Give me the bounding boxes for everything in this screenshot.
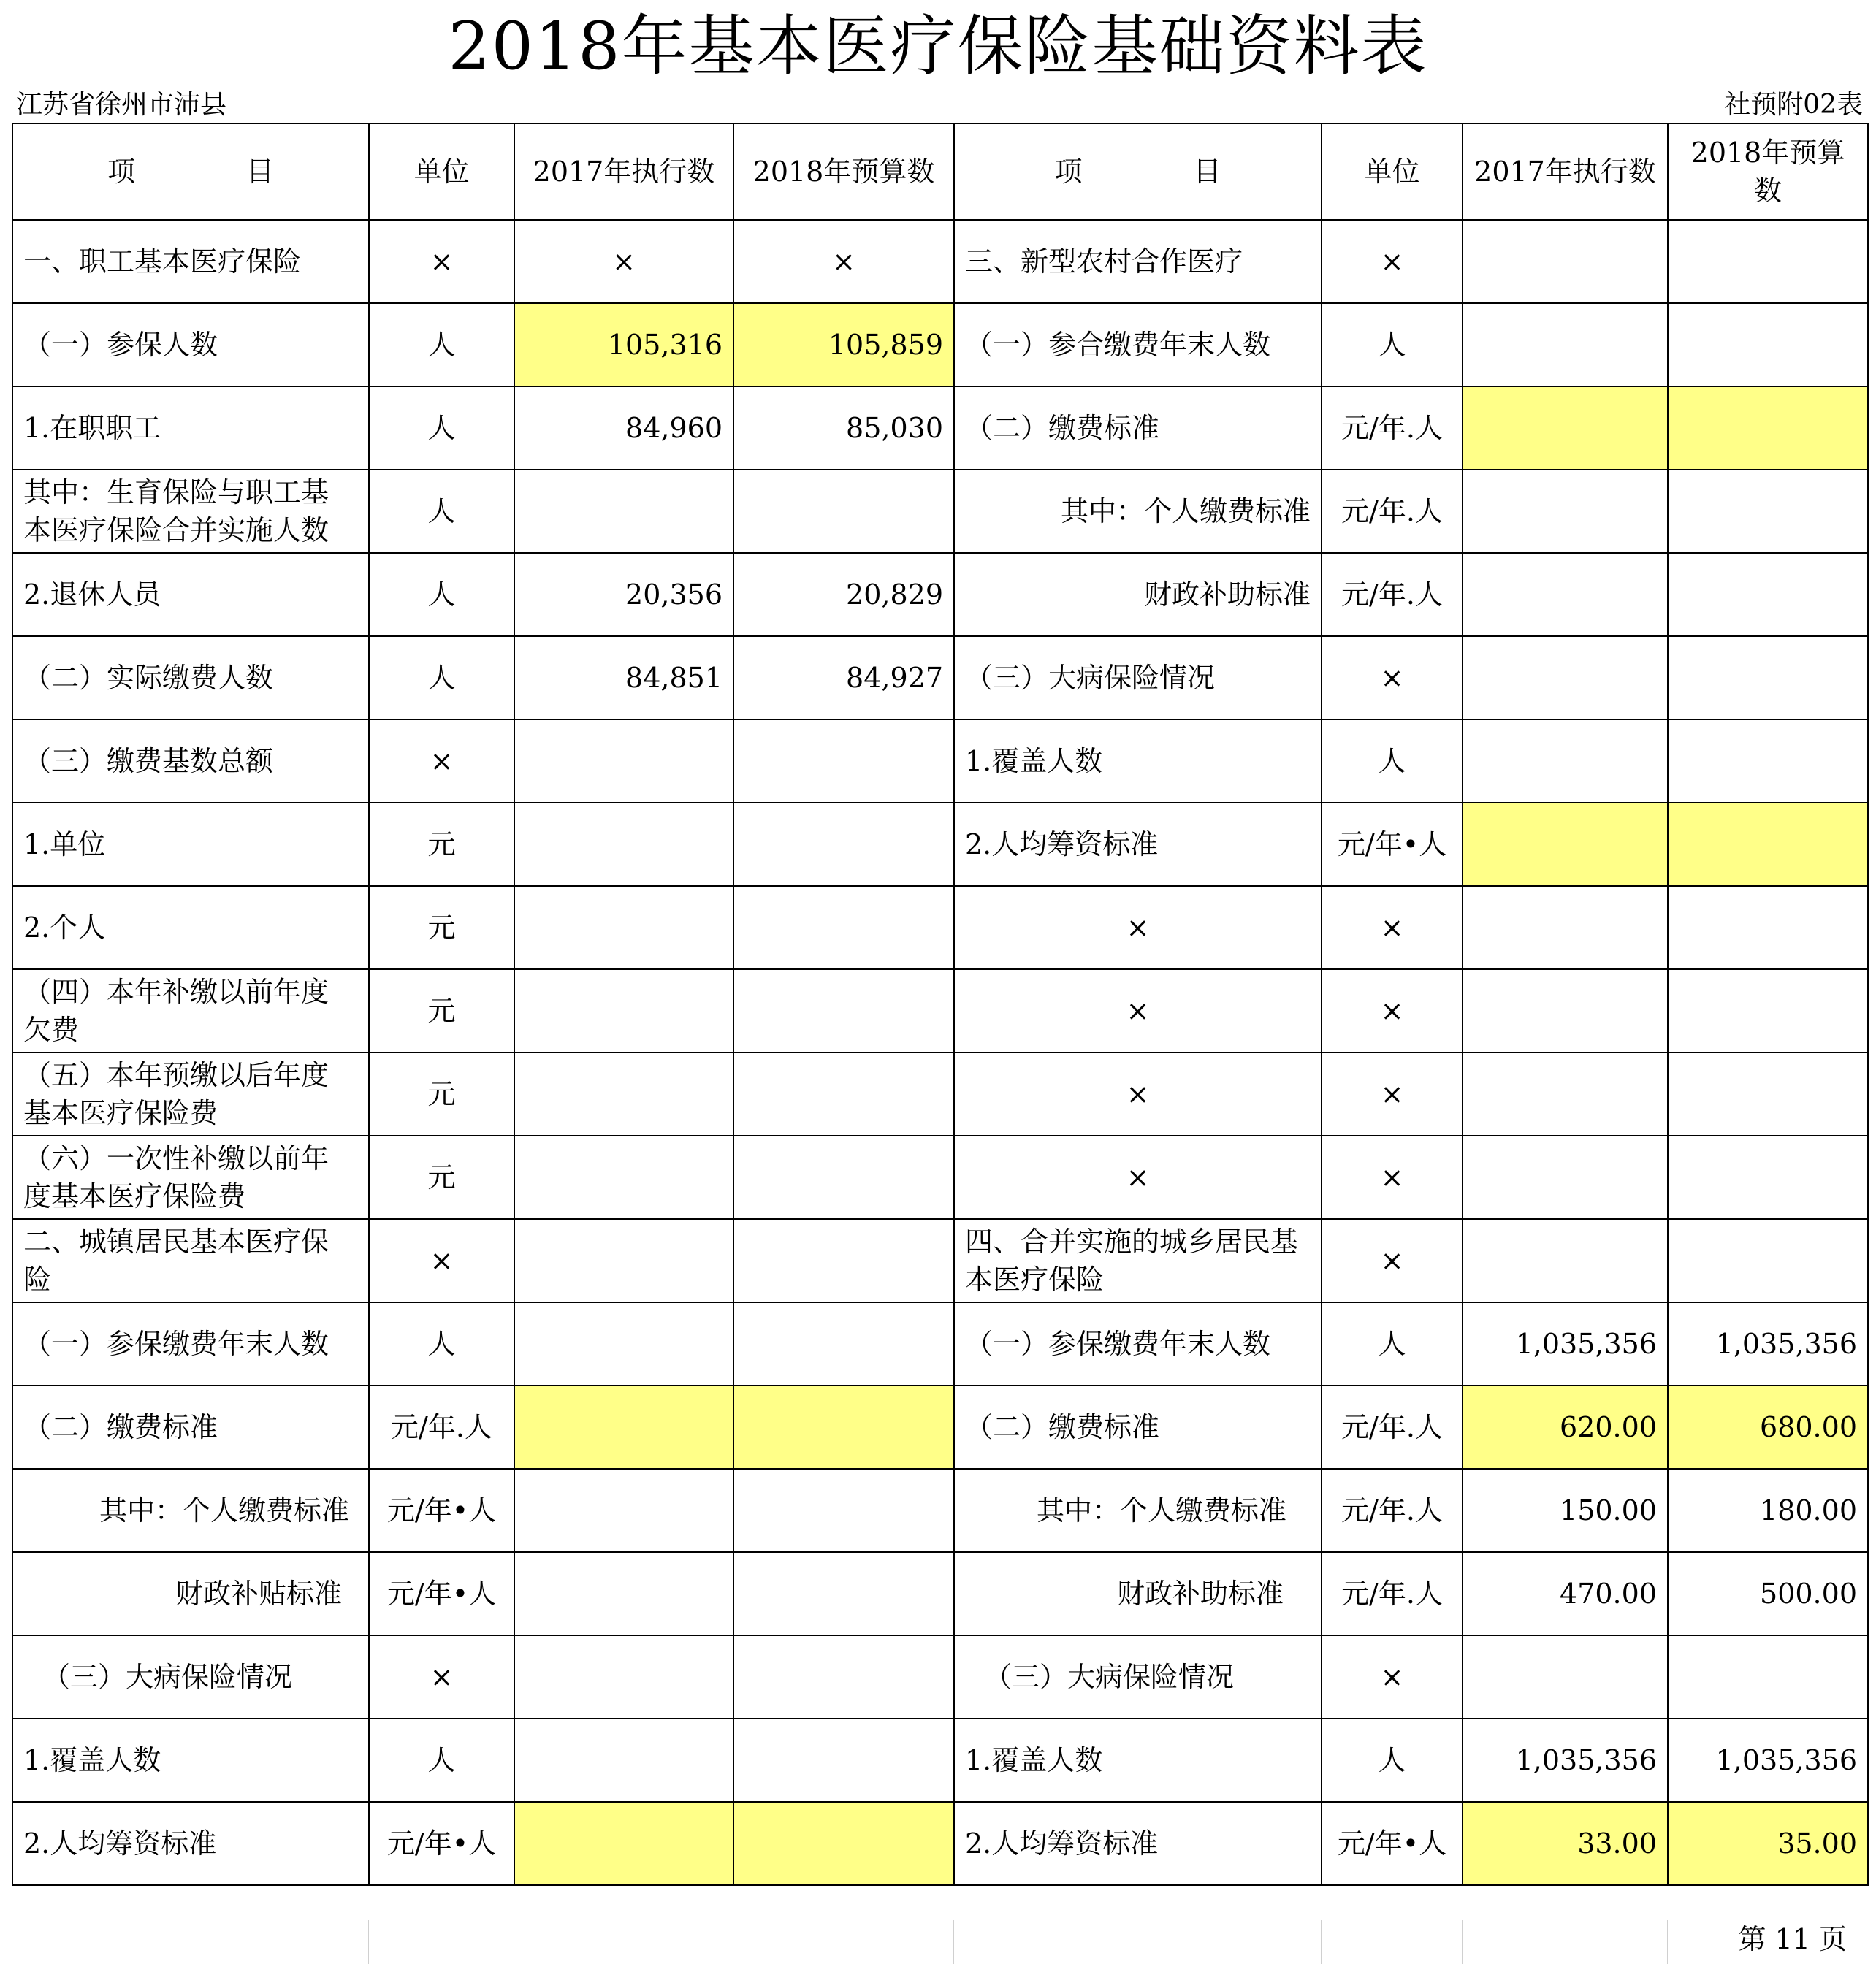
value-cell: 620.00 (1463, 1386, 1668, 1469)
table-row (12, 886, 1868, 969)
table-row (12, 1302, 1868, 1386)
table-row (12, 1219, 1868, 1302)
value-cell (1463, 1219, 1668, 1302)
value-cell (1668, 1635, 1868, 1719)
item-cell: 1.覆盖人数 (12, 1719, 369, 1802)
value-cell (514, 719, 733, 803)
unit-cell: × (1322, 1219, 1463, 1302)
value-cell: 1,035,356 (1668, 1719, 1868, 1802)
value-cell (1463, 1052, 1668, 1136)
value-cell: 150.00 (1463, 1469, 1668, 1552)
value-cell (733, 1386, 954, 1469)
value-cell: 1,035,356 (1668, 1302, 1868, 1386)
gridline (1321, 1920, 1322, 1964)
gridline (1667, 1920, 1668, 1964)
table-row (12, 553, 1868, 636)
value-cell (733, 803, 954, 886)
unit-cell: × (1322, 1635, 1463, 1719)
item-cell: （一）参保缴费年末人数 (12, 1302, 369, 1386)
value-cell (1463, 470, 1668, 553)
sheet-gridlines (12, 1920, 1867, 1964)
value-cell (1463, 803, 1668, 886)
gridline (368, 1920, 369, 1964)
unit-cell: 人 (369, 553, 514, 636)
unit-cell: 人 (369, 1302, 514, 1386)
table-row (12, 1719, 1868, 1802)
value-cell (733, 1136, 954, 1219)
value-cell (1668, 886, 1868, 969)
value-cell (1463, 719, 1668, 803)
value-cell (1668, 1136, 1868, 1219)
value-cell (514, 1552, 733, 1635)
table-row (12, 1469, 1868, 1552)
header-cell: 项 目 (954, 123, 1322, 220)
value-cell (733, 1719, 954, 1802)
item-cell: 财政补贴标准 (12, 1552, 369, 1635)
table-row (12, 470, 1868, 553)
value-cell: × (733, 220, 954, 303)
value-cell: 105,859 (733, 303, 954, 386)
value-cell (733, 470, 954, 553)
item-cell: 其中：个人缴费标准 (12, 1469, 369, 1552)
unit-cell: 人 (1322, 719, 1463, 803)
value-cell: 680.00 (1668, 1386, 1868, 1469)
unit-cell: 元 (369, 969, 514, 1052)
region-label: 江苏省徐州市沛县 (16, 90, 227, 120)
unit-cell: 人 (1322, 303, 1463, 386)
table-header-row (12, 123, 1868, 220)
item-cell: 其中：个人缴费标准 (954, 1469, 1322, 1552)
value-cell (1668, 386, 1868, 470)
value-cell: 35.00 (1668, 1802, 1868, 1885)
value-cell (514, 1635, 733, 1719)
unit-cell: 元/年•人 (369, 1552, 514, 1635)
item-cell: 2.退休人员 (12, 553, 369, 636)
value-cell (1463, 553, 1668, 636)
item-cell: 1.覆盖人数 (954, 1719, 1322, 1802)
value-cell: 20,356 (514, 553, 733, 636)
table-row (12, 1052, 1868, 1136)
unit-cell: 人 (1322, 1302, 1463, 1386)
unit-cell: 元/年.人 (1322, 386, 1463, 470)
unit-cell: 元 (369, 803, 514, 886)
unit-cell: 人 (369, 386, 514, 470)
value-cell (1463, 220, 1668, 303)
value-cell (514, 803, 733, 886)
item-cell: 其中：生育保险与职工基 本医疗保险合并实施人数 (12, 470, 369, 553)
value-cell (514, 886, 733, 969)
item-cell: （二）实际缴费人数 (12, 636, 369, 719)
header-cell: 2018年预算数 (733, 123, 954, 220)
item-cell: × (954, 969, 1322, 1052)
data-table (12, 123, 1869, 1886)
header-cell: 2018年预算数 (1668, 123, 1868, 220)
unit-cell: 元/年•人 (1322, 803, 1463, 886)
value-cell (733, 1635, 954, 1719)
unit-cell: × (369, 1635, 514, 1719)
value-cell (1463, 886, 1668, 969)
item-cell: 财政补助标准 (954, 1552, 1322, 1635)
item-cell: （二）缴费标准 (954, 386, 1322, 470)
value-cell (1463, 969, 1668, 1052)
unit-cell: 元/年.人 (1322, 470, 1463, 553)
unit-cell: 人 (369, 470, 514, 553)
item-cell: × (954, 1136, 1322, 1219)
value-cell: 470.00 (1463, 1552, 1668, 1635)
table-row (12, 1802, 1868, 1885)
item-cell: 1.覆盖人数 (954, 719, 1322, 803)
value-cell: 84,851 (514, 636, 733, 719)
value-cell: 105,316 (514, 303, 733, 386)
page-title: 2018年基本医疗保险基础资料表 (448, 8, 1428, 85)
item-cell: （一）参保人数 (12, 303, 369, 386)
item-cell: （五）本年预缴以后年度 基本医疗保险费 (12, 1052, 369, 1136)
value-cell (733, 1302, 954, 1386)
item-cell: （三）大病保险情况 (12, 1635, 369, 1719)
item-cell: （一）参合缴费年末人数 (954, 303, 1322, 386)
header-cell: 单位 (369, 123, 514, 220)
item-cell: × (954, 1052, 1322, 1136)
item-cell: （一）参保缴费年末人数 (954, 1302, 1322, 1386)
item-cell: 二、城镇居民基本医疗保 险 (12, 1219, 369, 1302)
value-cell (733, 719, 954, 803)
value-cell (514, 1302, 733, 1386)
table-row (12, 386, 1868, 470)
value-cell (1668, 553, 1868, 636)
value-cell (514, 1219, 733, 1302)
item-cell: 其中：个人缴费标准 (954, 470, 1322, 553)
unit-cell: 元 (369, 1136, 514, 1219)
table-row (12, 803, 1868, 886)
value-cell (514, 1052, 733, 1136)
item-cell: （二）缴费标准 (954, 1386, 1322, 1469)
header-cell: 2017年执行数 (1463, 123, 1668, 220)
value-cell (733, 969, 954, 1052)
value-cell (733, 1052, 954, 1136)
unit-cell: 元/年.人 (1322, 1469, 1463, 1552)
value-cell: 85,030 (733, 386, 954, 470)
item-cell: 一、职工基本医疗保险 (12, 220, 369, 303)
unit-cell: 元/年.人 (1322, 553, 1463, 636)
table-row (12, 969, 1868, 1052)
unit-cell: 元/年•人 (369, 1469, 514, 1552)
item-cell: 财政补助标准 (954, 553, 1322, 636)
value-cell (514, 969, 733, 1052)
unit-cell: 人 (369, 303, 514, 386)
value-cell: 1,035,356 (1463, 1302, 1668, 1386)
value-cell (733, 886, 954, 969)
table-row (12, 1635, 1868, 1719)
unit-cell: 元/年.人 (1322, 1552, 1463, 1635)
unit-cell: 元/年•人 (1322, 1802, 1463, 1885)
value-cell: 84,927 (733, 636, 954, 719)
item-cell: （六）一次性补缴以前年 度基本医疗保险费 (12, 1136, 369, 1219)
value-cell: 500.00 (1668, 1552, 1868, 1635)
unit-cell: × (1322, 969, 1463, 1052)
table-row (12, 303, 1868, 386)
item-cell: （四）本年补缴以前年度 欠费 (12, 969, 369, 1052)
value-cell (1463, 1136, 1668, 1219)
item-cell: 2.人均筹资标准 (954, 1802, 1322, 1885)
value-cell (514, 1719, 733, 1802)
page-number: 第 11 页 (1738, 1923, 1847, 1955)
unit-cell: 元/年•人 (369, 1802, 514, 1885)
value-cell (1668, 1052, 1868, 1136)
unit-cell: 元 (369, 886, 514, 969)
item-cell: 2.人均筹资标准 (954, 803, 1322, 886)
form-code-label: 社预附02表 (1724, 90, 1863, 120)
header-cell: 单位 (1322, 123, 1463, 220)
item-cell: × (954, 886, 1322, 969)
value-cell: 1,035,356 (1463, 1719, 1668, 1802)
table-row (12, 1386, 1868, 1469)
value-cell (733, 1802, 954, 1885)
value-cell (1668, 470, 1868, 553)
unit-cell: × (369, 719, 514, 803)
value-cell (1668, 636, 1868, 719)
unit-cell: 元/年.人 (369, 1386, 514, 1469)
value-cell: 84,960 (514, 386, 733, 470)
value-cell (733, 1469, 954, 1552)
item-cell: 1.在职职工 (12, 386, 369, 470)
value-cell (1668, 303, 1868, 386)
item-cell: 2.人均筹资标准 (12, 1802, 369, 1885)
value-cell (1463, 303, 1668, 386)
unit-cell: 元 (369, 1052, 514, 1136)
value-cell (733, 1219, 954, 1302)
unit-cell: 元/年.人 (1322, 1386, 1463, 1469)
value-cell (1668, 220, 1868, 303)
value-cell: 180.00 (1668, 1469, 1868, 1552)
unit-cell: × (1322, 1052, 1463, 1136)
value-cell: 33.00 (1463, 1802, 1668, 1885)
unit-cell: × (369, 1219, 514, 1302)
table-row (12, 220, 1868, 303)
value-cell (1463, 1635, 1668, 1719)
item-cell: （二）缴费标准 (12, 1386, 369, 1469)
item-cell: 三、新型农村合作医疗 (954, 220, 1322, 303)
table-row (12, 1552, 1868, 1635)
item-cell: （三）大病保险情况 (954, 1635, 1322, 1719)
item-cell: 1.单位 (12, 803, 369, 886)
value-cell (1463, 636, 1668, 719)
table-row (12, 636, 1868, 719)
gridline (1462, 1920, 1463, 1964)
value-cell: × (514, 220, 733, 303)
unit-cell: × (1322, 1136, 1463, 1219)
item-cell: 2.个人 (12, 886, 369, 969)
table-row (12, 719, 1868, 803)
unit-cell: 人 (1322, 1719, 1463, 1802)
value-cell (1668, 719, 1868, 803)
table-row (12, 1136, 1868, 1219)
unit-cell: × (1322, 636, 1463, 719)
header-cell: 2017年执行数 (514, 123, 733, 220)
header-cell: 项 目 (12, 123, 369, 220)
value-cell (514, 1136, 733, 1219)
value-cell (1463, 386, 1668, 470)
value-cell (514, 1386, 733, 1469)
item-cell: （三）大病保险情况 (954, 636, 1322, 719)
value-cell (1668, 969, 1868, 1052)
unit-cell: × (1322, 886, 1463, 969)
value-cell (514, 470, 733, 553)
value-cell (1668, 1219, 1868, 1302)
value-cell (514, 1802, 733, 1885)
item-cell: （三）缴费基数总额 (12, 719, 369, 803)
value-cell: 20,829 (733, 553, 954, 636)
unit-cell: 人 (369, 1719, 514, 1802)
value-cell (1668, 803, 1868, 886)
value-cell (733, 1552, 954, 1635)
unit-cell: 人 (369, 636, 514, 719)
unit-cell: × (1322, 220, 1463, 303)
value-cell (514, 1469, 733, 1552)
gridline (953, 1920, 954, 1964)
item-cell: 四、合并实施的城乡居民基 本医疗保险 (954, 1219, 1322, 1302)
unit-cell: × (369, 220, 514, 303)
